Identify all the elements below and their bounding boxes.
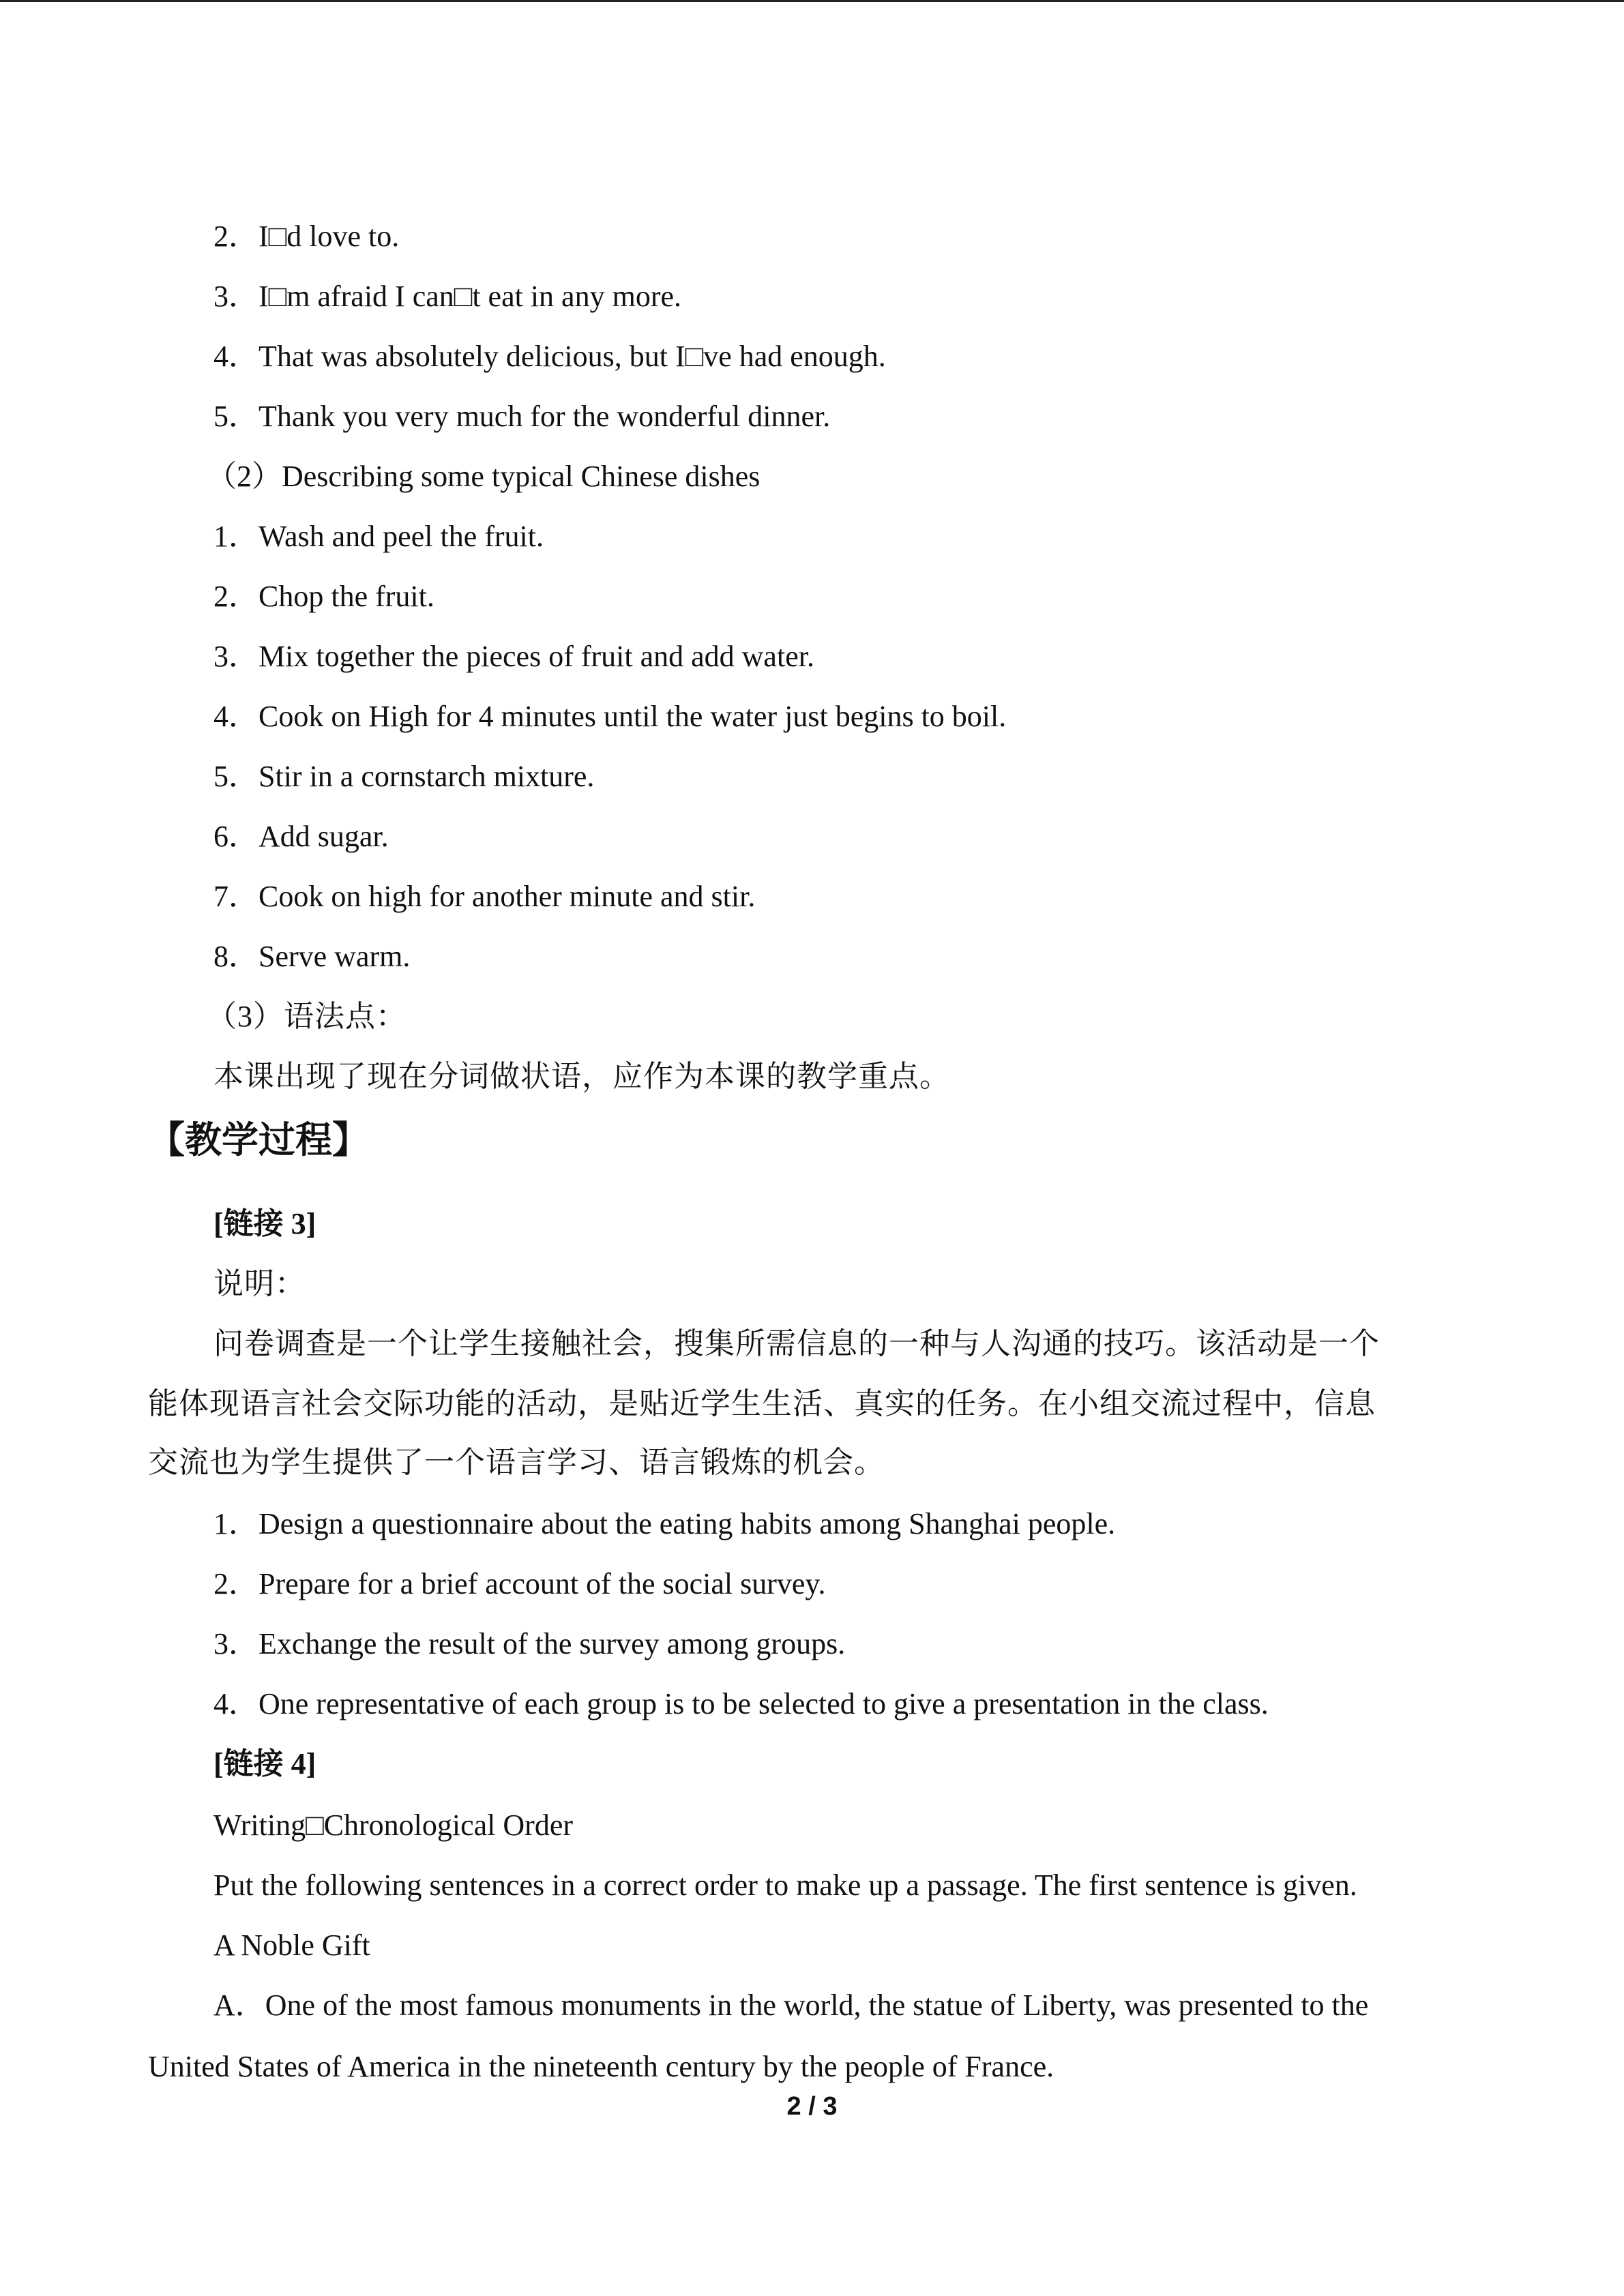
writing-title: Writing□Chronological Order xyxy=(213,1808,574,1842)
paragraph-line: 问卷调查是一个让学生接触社会，搜集所需信息的一种与人沟通的技巧。该活动是一个 xyxy=(213,1327,1380,1360)
list-item: 8．Serve warm. xyxy=(213,940,411,973)
list-item: 3．I□m afraid I can□t eat in any more. xyxy=(213,280,681,313)
list-item: 4．That was absolutely delicious, but I□ve had enough. xyxy=(213,340,886,373)
paragraph-line: 交流也为学生提供了一个语言学习、语言锻炼的机会。 xyxy=(148,1446,885,1479)
passage-title: A Noble Gift xyxy=(213,1928,370,1962)
section-3-text: 本课出现了现在分词做状语，应作为本课的教学重点。 xyxy=(213,1060,950,1093)
list-item: 2．Chop the fruit. xyxy=(213,580,434,613)
section-2-title: （2）Describing some typical Chinese dishes xyxy=(207,460,761,493)
instruction: Put the following sentences in a correct order to make up a passage. The first sentence is given. xyxy=(213,1868,1357,1902)
list-item: 3．Mix together the pieces of fruit and add water. xyxy=(213,640,814,673)
list-item: 1．Design a questionnaire about the eating habits among Shanghai people. xyxy=(213,1507,1116,1540)
list-item: 3．Exchange the result of the survey among groups. xyxy=(213,1627,846,1660)
sentence-a-line-1: A．One of the most famous monuments in the world, the statue of Liberty, was presented to the xyxy=(213,1988,1369,2022)
page-top-border xyxy=(0,0,1624,2)
section-3-title: （3）语法点： xyxy=(207,1000,407,1033)
sentence-a-line-2: United States of America in the nineteenth century by the people of France. xyxy=(148,2050,1054,2083)
list-item: 4．One representative of each group is to be selected to give a presentation in the class. xyxy=(213,1687,1269,1720)
page-number: 2 / 3 xyxy=(786,2092,838,2121)
list-item: 5．Stir in a cornstarch mixture. xyxy=(213,760,595,793)
list-item: 4．Cook on High for 4 minutes until the water just begins to boil. xyxy=(213,700,1007,733)
list-item: 5．Thank you very much for the wonderful dinner. xyxy=(213,400,831,433)
list-item: 2．I□d love to. xyxy=(213,220,400,253)
list-item: 7．Cook on high for another minute and stir. xyxy=(213,880,756,913)
list-item: 2．Prepare for a brief account of the social survey. xyxy=(213,1567,826,1600)
list-item: 6．Add sugar. xyxy=(213,820,389,853)
list-item: 1．Wash and peel the fruit. xyxy=(213,520,544,553)
paragraph-line: 能体现语言社会交际功能的活动，是贴近学生生活、真实的任务。在小组交流过程中，信息 xyxy=(148,1387,1376,1420)
link-4-label: [链接 4] xyxy=(213,1747,316,1780)
page-heading: 【教学过程】 xyxy=(148,1120,369,1161)
link-3-label: [链接 3] xyxy=(213,1207,316,1240)
note-label: 说明： xyxy=(213,1267,306,1300)
